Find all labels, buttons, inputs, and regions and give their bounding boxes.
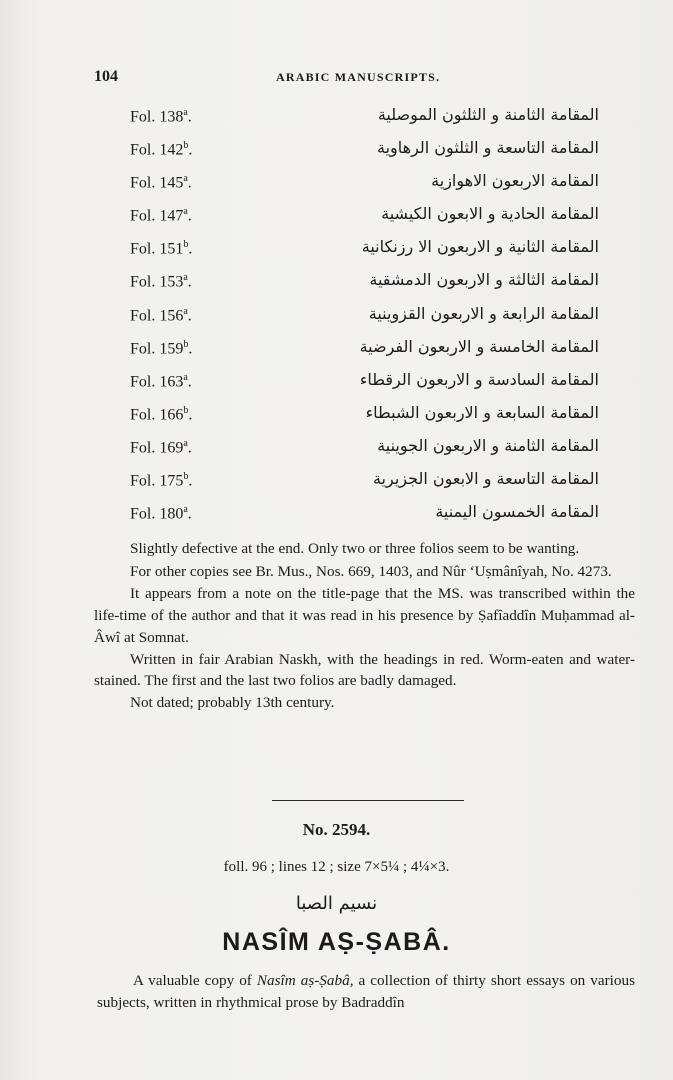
description-block bbox=[94, 538, 635, 714]
folio-ref: Fol. 180$^a$. bbox=[130, 504, 192, 523]
arabic-heading: المقامة السادسة و الاربعون الرقطاء bbox=[359, 369, 599, 389]
arabic-heading: المقامة الخمسون اليمنية bbox=[435, 502, 599, 522]
page-header bbox=[94, 68, 634, 90]
folio-entry bbox=[0, 335, 673, 368]
folio-ref: Fol. 169$^a$. bbox=[130, 437, 192, 457]
arabic-heading: المقامة السابعة و الاربعون الشبطاء bbox=[365, 402, 599, 422]
arabic-heading: المقامة الثامنة و الثلثون الموصلية bbox=[377, 105, 599, 124]
paragraph-copies: For other copies see Br. Mus., Nos. 669, 1403, and Nûr ‘Uṣmânîyah, No. 4273. bbox=[130, 562, 612, 580]
arabic-heading: المقامة التاسعة و الابعون الجزيرية bbox=[372, 469, 599, 489]
folio-ref: Fol. 163$^a$. bbox=[130, 371, 192, 391]
arabic-heading: المقامة الرابعة و الاربعون القزوينية bbox=[368, 303, 599, 323]
folio-ref: Fol. 153$^a$. bbox=[130, 272, 192, 291]
folio-entry bbox=[0, 202, 673, 235]
running-title: ARABIC MANUSCRIPTS. bbox=[276, 70, 441, 84]
page-number: 104 bbox=[94, 68, 118, 85]
entry-title: NASÎM AṢ-ṢABÂ. bbox=[222, 928, 451, 956]
folio-entry bbox=[0, 169, 673, 202]
arabic-heading: المقامة التاسعة و الثلثون الرهاوية bbox=[377, 138, 599, 158]
folio-ref: Fol. 159$^b$. bbox=[130, 338, 193, 357]
folio-entry bbox=[0, 500, 673, 533]
arabic-heading: المقامة الثالثة و الاربعون الدمشقية bbox=[369, 270, 599, 290]
folio-ref: Fol. 175$^b$. bbox=[130, 471, 193, 490]
work-title-italic: Nasîm aṣ-Ṣabâ bbox=[256, 972, 350, 989]
folio-ref: Fol. 145$^a$. bbox=[130, 173, 192, 192]
paragraph-provenance: It appears from a note on the title-page that the MS. was transcribed within the life-time of the author and that it was read in his presence by Ṣafîaddîn Muḥammad al-Âwî at Somnat. bbox=[94, 585, 635, 646]
paragraph-condition: Slightly defective at the end. Only two or three folios seem to be wanting. bbox=[130, 540, 580, 557]
folio-entry bbox=[0, 136, 673, 169]
arabic-heading: المقامة الثامنة و الاربعون الجوينية bbox=[377, 435, 599, 455]
folio-entry bbox=[0, 434, 673, 467]
entry-description: A valuable copy of Nasîm aṣ-Ṣabâ, a collection of thirty short essays on various subjects, written in rhythmical prose by Badraddîn bbox=[97, 972, 636, 1011]
folio-list bbox=[0, 103, 673, 533]
physical-description: foll. 96 ; lines 12 ; size 7×5¼ ; 4¼×3. bbox=[223, 859, 450, 875]
folio-entry bbox=[0, 235, 673, 268]
entry-number: No. 2594. bbox=[302, 820, 371, 839]
paragraph-script: Written in fair Arabian Naskh, with the headings in red. Worm-eaten and water-stained. The first and the last two folios are badly damaged. bbox=[94, 650, 635, 690]
arabic-title: نسيم الصبا bbox=[295, 893, 378, 914]
folio-entry bbox=[0, 467, 673, 500]
folio-ref: Fol. 151$^b$. bbox=[130, 239, 193, 258]
folio-ref: Fol. 142$^b$. bbox=[130, 140, 193, 159]
section-divider bbox=[272, 800, 464, 801]
folio-ref: Fol. 147$^a$. bbox=[130, 206, 192, 225]
folio-entry bbox=[0, 268, 673, 301]
folio-entry bbox=[0, 368, 673, 401]
folio-entry bbox=[0, 401, 673, 434]
paragraph-date: Not dated; probably 13th century. bbox=[130, 693, 335, 711]
folio-ref: Fol. 166$^b$. bbox=[130, 404, 193, 424]
folio-ref: Fol. 156$^a$. bbox=[130, 305, 192, 324]
folio-entry bbox=[0, 103, 673, 136]
folio-ref: Fol. 138$^a$. bbox=[130, 107, 192, 126]
folio-entry bbox=[0, 302, 673, 335]
arabic-heading: المقامة الخامسة و الاربعون الفرضية bbox=[359, 336, 599, 356]
arabic-heading: المقامة الثانية و الاربعون الا رزنكانية bbox=[361, 237, 599, 257]
arabic-heading: المقامة الحادية و الابعون الكيشية bbox=[381, 204, 599, 224]
arabic-heading: المقامة الاربعون الاهوازية bbox=[431, 171, 599, 191]
